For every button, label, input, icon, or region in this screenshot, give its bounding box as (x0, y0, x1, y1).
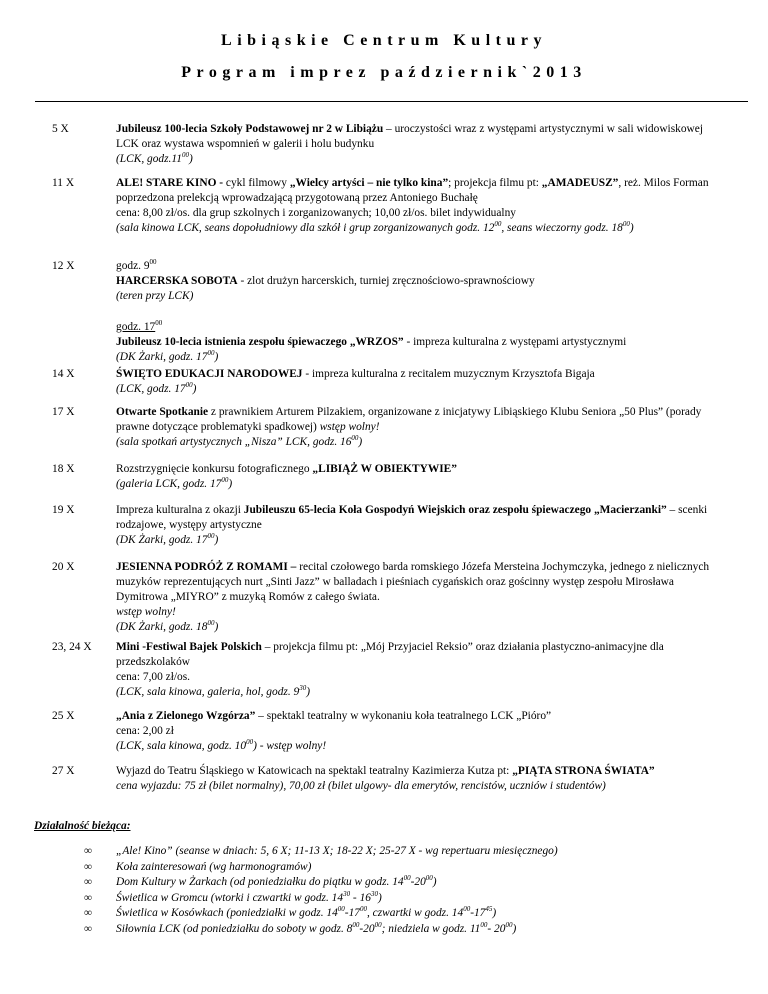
event-title: Jubileuszu 65-lecia Koła Gospodyń Wiejskich oraz zespołu śpiewaczego „Macierzanki” (243, 504, 667, 516)
event-date: 27 X (52, 765, 75, 777)
event-date: 12 X (52, 260, 75, 272)
event-text: – spektakl teatralny w wykonaniu koła teatralnego LCK „Pióro” (255, 710, 552, 722)
event-body (116, 640, 724, 700)
event-date: 14 X (52, 368, 75, 380)
event-place: (LCK, sala kinowa, godz. 10 (116, 740, 247, 752)
list-item-text: -20 (359, 922, 375, 935)
event-text: Impreza kulturalna z okazji (116, 504, 244, 516)
time-sup: 00 (246, 738, 254, 746)
time-sup: 00 (221, 476, 229, 484)
event-film-title: „AMADEUSZ” (541, 177, 619, 189)
event-date: 19 X (52, 504, 75, 516)
time-sup: 00 (149, 258, 157, 266)
list-item-text: - 20 (487, 922, 506, 935)
infinity-bullet-icon: ∞ (84, 891, 93, 904)
event-place: (LCK, godz.11 (116, 153, 182, 165)
event-text: recital czołowego barda romskiego Józefa Mersteina Jochymczyka, jednego z nielicznych muzyków reprezentujących nurt „Sinti Jazz” w balladach i pieśniach cygańskich oraz gościnny występ zespołu Mirosława Dymitrowa „MIYRO” z muzyką Romów z całego świata. (116, 561, 710, 603)
list-item-text: , czwartki w godz. 14 (366, 907, 464, 919)
event-price: cena: 8,00 zł/os. dla grup szkolnych i zorganizowanych; 10,00 zł/os. bilet indywidualny (116, 207, 516, 219)
time-sup: 00 (337, 905, 345, 913)
event-title: ŚWIĘTO EDUKACJI NARODOWEJ (116, 368, 303, 380)
event-text: – projekcja filmu pt: „Mój Przyjaciel Reksio” oraz działania plastyczno-animacyjne dla przedszkolaków (116, 641, 664, 668)
header-rule (35, 101, 748, 102)
list-item (84, 891, 558, 907)
list-item-text: ) (377, 891, 382, 904)
event-time: godz. 9 (116, 260, 150, 272)
event-date: 18 X (52, 463, 75, 475)
event-place: (sala spotkań artystycznych „Nisza” LCK, godz. 16 (116, 436, 352, 448)
time-sup: 00 (207, 349, 215, 357)
ongoing-list (84, 844, 558, 937)
time-sup: 00 (480, 920, 488, 929)
event-body (116, 462, 724, 492)
list-item-text: Siłownia LCK (od poniedziałku do soboty w godz. 8 (116, 922, 353, 935)
ongoing-heading: Działalność bieżąca: (34, 820, 131, 832)
list-item-text: -17 (470, 907, 486, 919)
event-place-end: ) (228, 478, 233, 490)
event-place-end: ) (214, 351, 219, 363)
time-sup: 00 (622, 220, 630, 228)
time-sup: 00 (359, 905, 367, 913)
event-place: (DK Żarki, godz. 18 (116, 621, 208, 633)
time-sup: 00 (425, 874, 433, 882)
event-place-end: ) (214, 534, 219, 546)
list-item (84, 875, 558, 891)
event-free-entry: wstęp wolny! (116, 606, 176, 618)
event-text: Wyjazd do Teatru Śląskiego w Katowicach na spektakl teatralny Kazimierza Kutza pt: (116, 765, 513, 777)
time-sup: 00 (351, 434, 359, 442)
list-item-text: Koła zainteresowań (wg harmonogramów) (116, 860, 312, 873)
event-text: , reż. Milos Forman poprzedzona prelekcją wprowadzającą przygotowaną przez Antoniego Buchałę (116, 177, 709, 204)
event-place-end: ) (629, 222, 634, 234)
time-sup: 00 (374, 920, 382, 929)
event-text: ; projekcja filmu pt: (448, 177, 542, 189)
event-text: z prawnikiem Arturem Pilzakiem, organizowane z inicjatywy Libiąskiego Klubu Seniora „50 Plus” (porady prawne dotyczące problematyki spadkowej) (116, 406, 702, 433)
infinity-bullet-icon: ∞ (84, 860, 93, 873)
event-text: - impreza kulturalna z występami artystycznymi (403, 336, 627, 348)
list-item-text: -17 (344, 907, 360, 919)
list-item-text: Świetlica w Gromcu (wtorki i czwartki w godz. 14 (116, 891, 344, 904)
event-date: 20 X (52, 561, 75, 573)
event-place: (DK Żarki, godz. 17 (116, 351, 208, 363)
time-sup: 00 (403, 874, 411, 882)
event-text: – scenki rodzajowe, występy artystyczne (116, 504, 708, 531)
event-title: „LIBIĄŻ W OBIEKTYWIE” (312, 463, 457, 475)
time-sup: 00 (463, 905, 471, 913)
event-title: Jubileusz 10-lecia istnienia zespołu śpiewaczego „WRZOS” (116, 336, 404, 348)
time-sup: 45 (485, 905, 493, 913)
event-place: (sala kinowa LCK, seans dopołudniowy dla szkół i grup zorganizowanych godz. 12 (116, 222, 495, 234)
time-sup: 00 (207, 532, 215, 540)
list-item-text: ) (512, 922, 517, 935)
list-item-text: ) (492, 907, 497, 919)
list-item-text: „Ale! Kino” (seanse w dniach: 5, 6 X; 11-13 X; 18-22 X; 25-27 X - wg repertuaru miesięcznego) (116, 845, 558, 857)
time-sup: 00 (181, 151, 189, 159)
event-date: 23, 24 X (52, 641, 92, 653)
event-place-end: ) (188, 153, 193, 165)
list-item (84, 922, 558, 938)
event-place-mid: , seans wieczorny godz. 18 (501, 222, 623, 234)
time-sup: 00 (155, 319, 163, 327)
list-item (84, 906, 558, 922)
list-item-text: Świetlica w Kosówkach (poniedziałki w godz. 14 (116, 907, 338, 919)
event-place-end: ) (306, 686, 311, 698)
event-body (116, 367, 724, 397)
event-body (116, 122, 724, 167)
event-body (116, 176, 724, 236)
event-date: 17 X (52, 406, 75, 418)
event-date: 5 X (52, 123, 69, 135)
list-item-text: Dom Kultury w Żarkach (od poniedziałku do piątku w godz. 14 (116, 876, 404, 888)
infinity-bullet-icon: ∞ (84, 876, 93, 888)
infinity-bullet-icon: ∞ (84, 922, 93, 935)
time-sup: 30 (370, 889, 378, 898)
event-price: cena wyjazdu: 75 zł (bilet normalny), 70,00 zł (bilet ulgowy- dla emerytów, rencistów, uczniów i studentów) (116, 780, 606, 792)
document-title: Libiąskie Centrum Kultury (221, 32, 547, 49)
event-text: - impreza kulturalna z recitalem muzycznym Krzysztofa Bigaja (302, 368, 595, 380)
event-date: 11 X (52, 177, 75, 189)
event-place: (DK Żarki, godz. 17 (116, 534, 208, 546)
infinity-bullet-icon: ∞ (84, 845, 93, 857)
event-title: ALE! STARE KINO - (116, 177, 224, 189)
infinity-bullet-icon: ∞ (84, 907, 93, 919)
event-place: (LCK, godz. 17 (116, 383, 186, 395)
event-place-end: ) (214, 621, 219, 633)
event-body (116, 764, 724, 794)
event-place: (LCK, sala kinowa, galeria, hol, godz. 9 (116, 686, 300, 698)
event-title: Mini -Festiwal Bajek Polskich (116, 641, 262, 653)
event-title: HARCERSKA SOBOTA (116, 275, 238, 287)
event-title: JESIENNA PODRÓŻ Z ROMAMI – (116, 561, 297, 573)
event-title: Otwarte Spotkanie (116, 406, 209, 418)
document-subtitle: Program imprez październik`2013 (181, 64, 587, 81)
event-title: „PIĄTA STRONA ŚWIATA” (512, 765, 655, 777)
time-sup: 30 (299, 684, 307, 692)
list-item-text: - 16 (350, 891, 371, 904)
event-free-entry: wstęp wolny! (319, 421, 380, 433)
event-time: godz. 17 (116, 321, 156, 333)
time-sup: 00 (505, 920, 513, 929)
event-text: - zlot drużyn harcerskich, turniej zręcznościowo-sprawnościowy (237, 275, 535, 287)
event-place-end: ) - wstęp wolny! (253, 740, 327, 752)
list-item-text: ) (432, 876, 437, 888)
time-sup: 00 (494, 220, 502, 228)
list-item (84, 860, 558, 876)
time-sup: 00 (185, 381, 193, 389)
event-date: 25 X (52, 710, 75, 722)
event-text: cykl filmowy (223, 177, 290, 189)
event-title: Jubileusz 100-lecia Szkoły Podstawowej nr 2 w Libiążu (116, 123, 384, 135)
event-text: – uroczystości wraz z występami artystycznymi w sali widowiskowej LCK oraz wystawa wspomnień w galerii i holu budynku (116, 123, 703, 150)
event-body (116, 709, 724, 754)
event-body (116, 405, 724, 450)
list-item (84, 844, 558, 860)
event-body (116, 503, 724, 548)
event-price: cena: 2,00 zł (116, 725, 174, 737)
time-sup: 00 (207, 619, 215, 627)
event-place-end: ) (192, 383, 197, 395)
event-series: „Wielcy artyści – nie tylko kina” (289, 177, 449, 189)
event-title: „Ania z Zielonego Wzgórza” (116, 710, 256, 722)
time-sup: 30 (343, 889, 351, 898)
event-place: (teren przy LCK) (116, 290, 194, 302)
time-sup: 00 (352, 920, 360, 929)
event-place: (galeria LCK, godz. 17 (116, 478, 222, 490)
event-body (116, 259, 724, 365)
event-place-end: ) (358, 436, 363, 448)
list-item-text: -20 (410, 876, 426, 888)
event-price: cena: 7,00 zł/os. (116, 671, 191, 683)
event-body (116, 560, 724, 635)
event-text: Rozstrzygnięcie konkursu fotograficznego (116, 463, 313, 475)
list-item-text: ; niedziela w godz. 11 (381, 922, 481, 935)
